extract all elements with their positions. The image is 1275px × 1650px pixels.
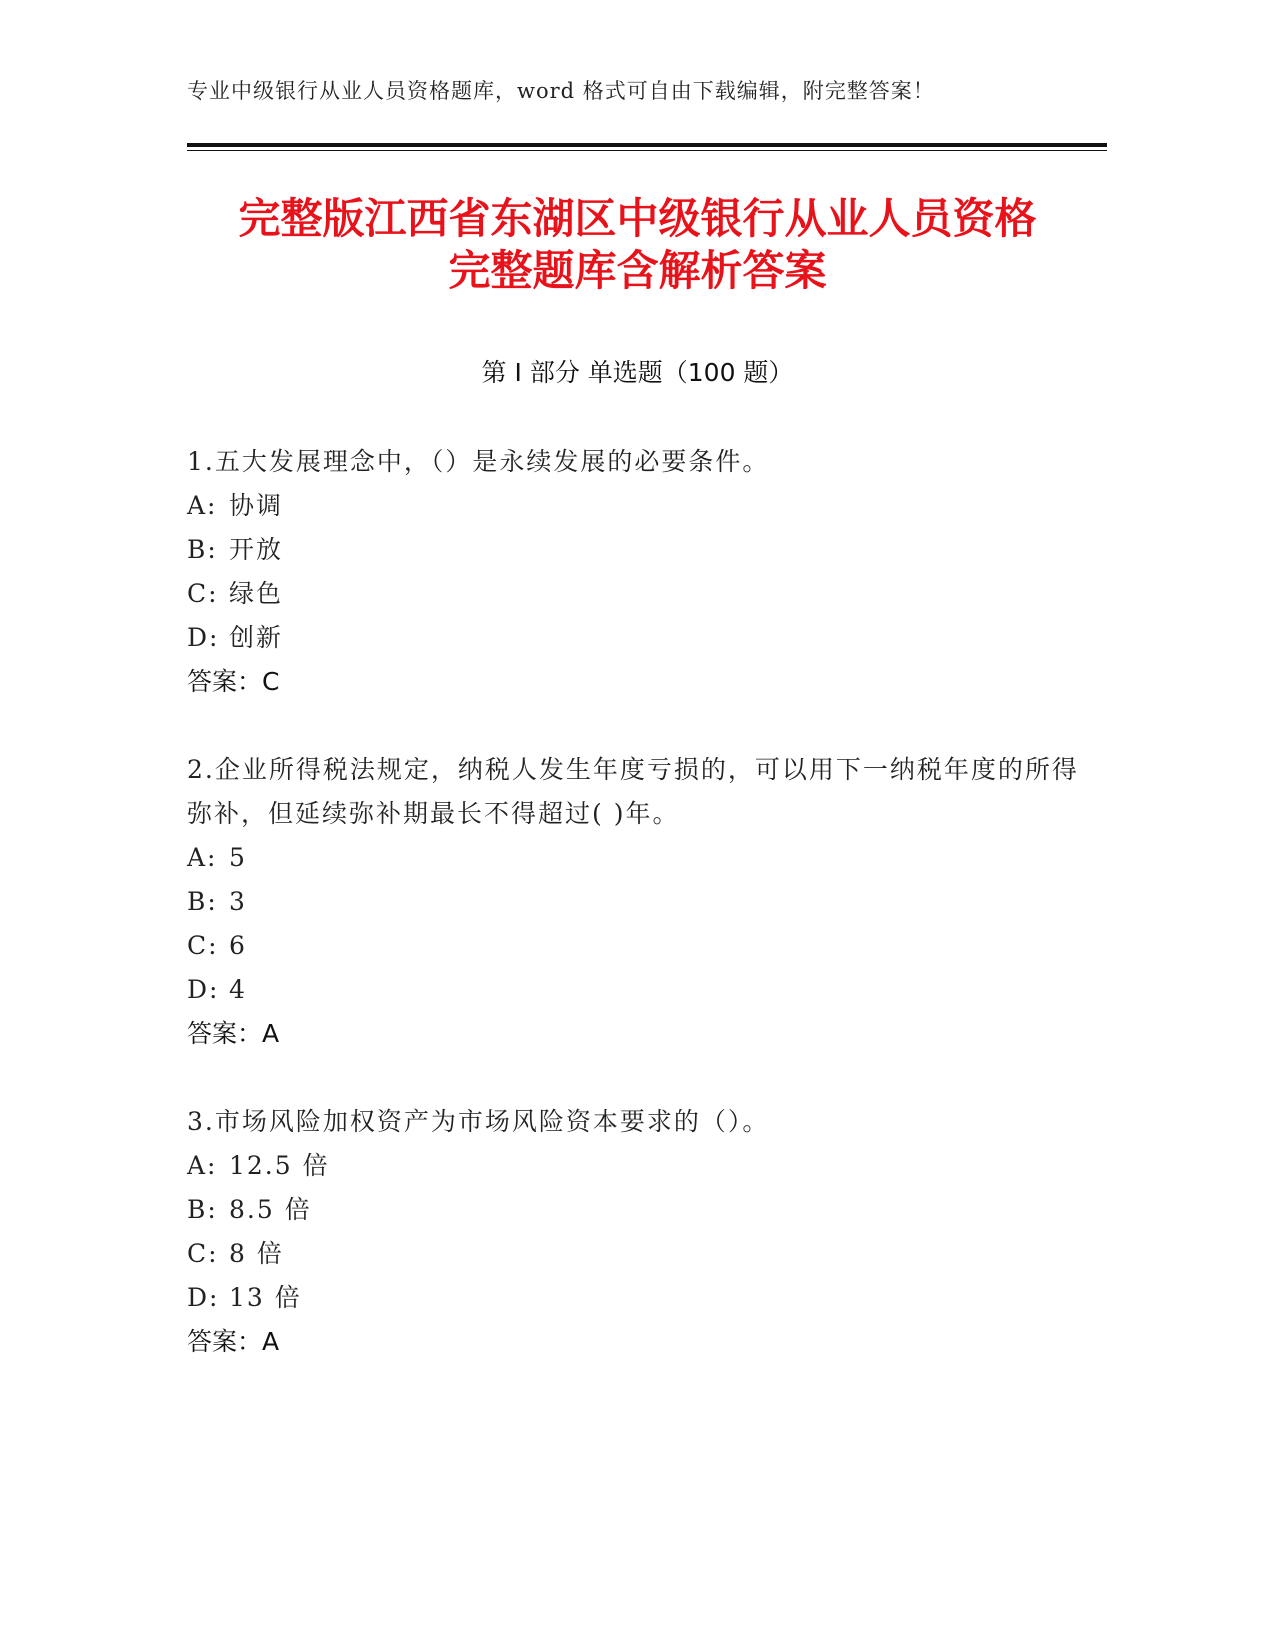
title-line-1: 完整版江西省东湖区中级银行从业人员资格: [238, 194, 1037, 243]
option-d: [187, 968, 1087, 1012]
option-c: [187, 1232, 1087, 1276]
question-stem: 3.市场风险加权资产为市场风险资本要求的（）。: [187, 1107, 770, 1136]
question-stem: 2.企业所得税法规定，纳税人发生年度亏损的，可以用下一纳税年度的所得弥补，但延续弥补期最长不得超过( )年。: [187, 755, 1079, 828]
question-3: [187, 1100, 1087, 1364]
option-c: [187, 924, 1087, 968]
option-letter: B:: [187, 1195, 218, 1224]
option-letter: C:: [187, 1239, 219, 1268]
option-text: 12.5 倍: [229, 1151, 330, 1180]
question-1: [187, 440, 1087, 704]
option-text: 6: [229, 931, 247, 960]
option-text: 协调: [229, 491, 284, 520]
option-letter: C:: [187, 579, 219, 608]
option-text: 13 倍: [229, 1283, 302, 1312]
answer-line: 答案：A: [187, 1019, 280, 1048]
option-text: 4: [229, 975, 247, 1004]
option-text: 绿色: [229, 579, 284, 608]
option-letter: D:: [187, 623, 220, 652]
option-d: [187, 616, 1087, 660]
question-2: [187, 748, 1087, 1056]
option-letter: A:: [187, 843, 218, 872]
option-b: [187, 1188, 1087, 1232]
divider-thin-line: [187, 150, 1107, 151]
answer-line: 答案：A: [187, 1327, 280, 1356]
title-line-2: 完整题库含解析答案: [448, 246, 827, 295]
option-b: [187, 880, 1087, 924]
option-letter: A:: [187, 491, 218, 520]
option-letter: C:: [187, 931, 219, 960]
option-text: 5: [229, 843, 247, 872]
question-stem: 1.五大发展理念中，（）是永续发展的必要条件。: [187, 447, 770, 476]
option-text: 创新: [229, 623, 284, 652]
option-letter: B:: [187, 887, 218, 916]
option-b: [187, 528, 1087, 572]
divider-thick-line: [187, 143, 1107, 147]
option-text: 开放: [229, 535, 284, 564]
option-text: 8.5 倍: [229, 1195, 312, 1224]
option-c: [187, 572, 1087, 616]
option-text: 8 倍: [229, 1239, 284, 1268]
option-text: 3: [229, 887, 247, 916]
option-d: [187, 1276, 1087, 1320]
section-heading: 第 I 部分 单选题（100 题）: [481, 358, 794, 387]
question-list: [187, 440, 1087, 1408]
option-letter: D:: [187, 1283, 220, 1312]
option-letter: D:: [187, 975, 220, 1004]
option-a: [187, 1144, 1087, 1188]
option-letter: B:: [187, 535, 218, 564]
option-letter: A:: [187, 1151, 218, 1180]
header-divider: [187, 143, 1107, 152]
header-note: 专业中级银行从业人员资格题库，word 格式可自由下载编辑，附完整答案！: [187, 79, 935, 103]
option-a: [187, 836, 1087, 880]
document-title: [150, 193, 1125, 297]
answer-line: 答案：C: [187, 667, 280, 696]
option-a: [187, 484, 1087, 528]
